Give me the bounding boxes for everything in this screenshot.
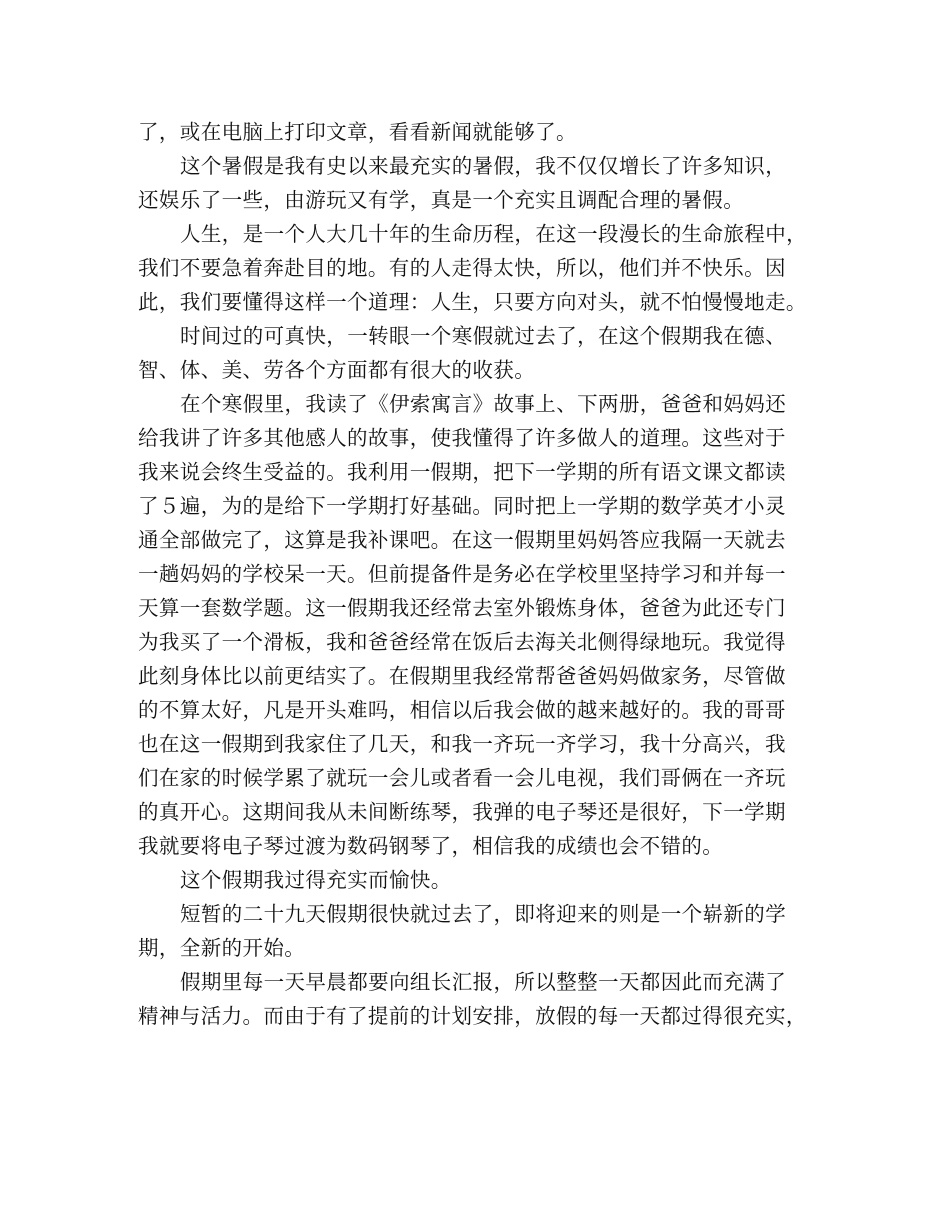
text-line: 天算一套数学题。这一假期我还经常去室外锻炼身体，爸爸为此还专门 (138, 596, 786, 620)
text-line: 这个假期我过得充实而愉快。 (180, 868, 452, 892)
text-line: 的真开心。这期间我从未间断练琴，我弹的电子琴还是很好，下一学期 (138, 800, 786, 824)
text-line: 给我讲了许多其他感人的故事，使我懂得了许多做人的道理。这些对于 (138, 426, 786, 450)
text-line: 这个暑假是我有史以来最充实的暑假，我不仅仅增长了许多知识， (180, 154, 787, 178)
text-line: 的不算太好，凡是开头难吗，相信以后我会做的越来越好的。我的哥哥 (138, 698, 786, 722)
text-line: 了，或在电脑上打印文章，看看新闻就能够了。 (138, 120, 577, 144)
text-line: 一趟妈妈的学校呆一天。但前提备件是务必在学校里坚持学习和并每一 (138, 562, 786, 586)
text-line: 时间过的可真快，一转眼一个寒假就过去了，在这个假期我在德、 (180, 324, 787, 348)
text-line: 我来说会终生受益的。我利用一假期，把下一学期的所有语文课文都读 (138, 460, 786, 484)
text-line: 通全部做完了，这算是我补课吧。在这一假期里妈妈答应我隔一天就去 (138, 528, 786, 552)
text-line: 也在这一假期到我家住了几天，和我一齐玩一齐学习，我十分高兴，我 (138, 732, 786, 756)
text-line: 假期里每一天早晨都要向组长汇报，所以整整一天都因此而充满了 (180, 970, 787, 994)
text-line: 短暂的二十九天假期很快就过去了，即将迎来的则是一个崭新的学 (180, 902, 787, 926)
text-line: 我们不要急着奔赴目的地。有的人走得太快，所以，他们并不快乐。因 (138, 256, 786, 280)
text-line: 此，我们要懂得这样一个道理：人生，只要方向对头，就不怕慢慢地走。 (138, 290, 807, 314)
text-line: 人生，是一个人大几十年的生命历程，在这一段漫长的生命旅程中， (180, 222, 807, 246)
text-line: 我就要将电子琴过渡为数码钢琴了，相信我的成绩也会不错的。 (138, 834, 724, 858)
text-line: 们在家的时候学累了就玩一会儿或者看一会儿电视，我们哥俩在一齐玩 (138, 766, 786, 790)
text-line: 还娱乐了一些，由游玩又有学，真是一个充实且调配合理的暑假。 (138, 188, 745, 212)
text-line: 此刻身体比以前更结实了。在假期里我经常帮爸爸妈妈做家务，尽管做 (138, 664, 786, 688)
text-line: 智、体、美、劳各个方面都有很大的收获。 (138, 358, 536, 382)
text-line: 在个寒假里，我读了《伊索寓言》故事上、下两册，爸爸和妈妈还 (180, 392, 787, 416)
text-line: 期，全新的开始。 (138, 936, 306, 960)
text-line: 了５遍，为的是给下一学期打好基础。同时把上一学期的数学英才小灵 (138, 494, 786, 518)
text-line: 为我买了一个滑板，我和爸爸经常在饭后去海关北侧得绿地玩。我觉得 (138, 630, 786, 654)
text-line: 精神与活力。而由于有了提前的计划安排，放假的每一天都过得很充实， (138, 1004, 807, 1028)
document-body (138, 115, 828, 1033)
